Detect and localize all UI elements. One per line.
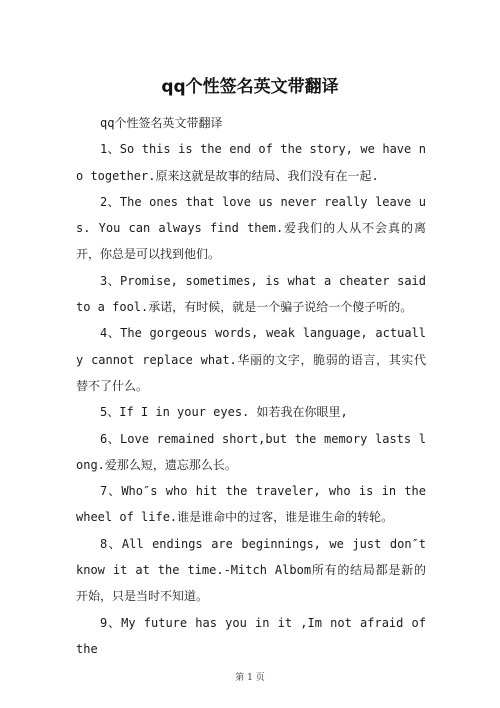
page-number-footer: 第 1 页	[235, 673, 265, 683]
paragraph-1: 1、So this is the end of the story, we have no together.原来这就是故事的结局、我们没有在一起.	[76, 142, 426, 183]
paragraph-5: 5、If I in your eyes. 如若我在你眼里,	[100, 405, 348, 420]
paragraph-4: 4、The gorgeous words, weak language, actually cannot replace what.华丽的文字，脆弱的语言，其实代替不了什么。	[76, 326, 426, 393]
paragraph-subtitle: qq个性签名英文带翻译	[100, 116, 223, 130]
paragraph-6: 6、Love remained short,but the memory lasts long.爱那么短，遗忘那么长。	[76, 431, 426, 472]
paragraph-7: 7、Who″s who hit the traveler, who is in the wheel of life.谁是谁命中的过客，谁是谁生命的转轮。	[76, 484, 426, 525]
paragraph-2: 2、The ones that love us never really leave us. You can always find them.爱我们的人从不会真的离开，你总是可以找到他们。	[76, 194, 426, 262]
paragraph-8: 8、All endings are beginnings, we just don″t know it at the time.-Mitch Albom所有的结局都是新的开始，只是当时不知道。	[76, 536, 426, 604]
paragraph-9: 9、My future has you in it ,Im not afraid of the	[76, 615, 426, 656]
document-body	[76, 110, 426, 662]
paragraph-3: 3、Promise, sometimes, is what a cheater said to a fool.承诺，有时候，就是一个骗子说给一个傻子听的。	[76, 273, 426, 315]
document-title: qq个性签名英文带翻译	[161, 77, 339, 97]
